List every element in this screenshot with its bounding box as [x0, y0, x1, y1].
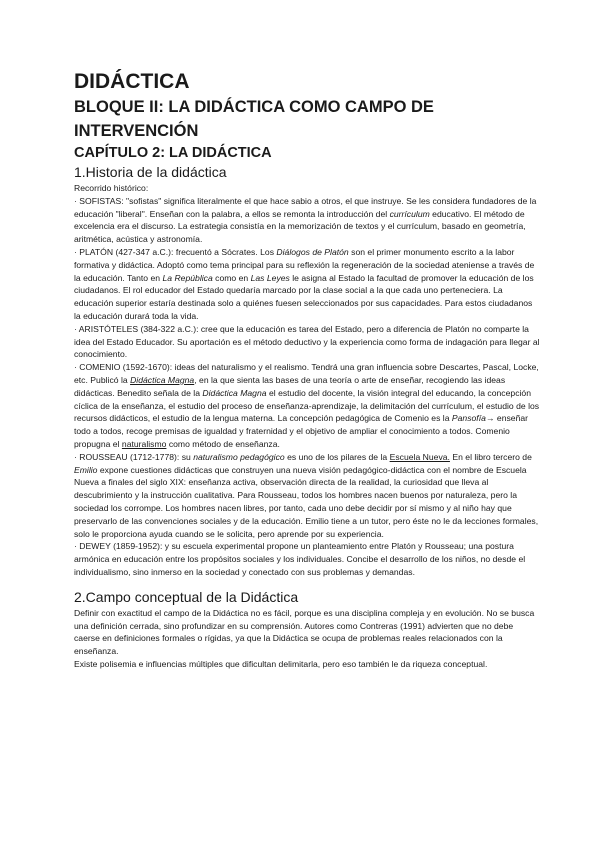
document-title: DIDÁCTICA [74, 70, 190, 93]
chapter-heading: CAPÍTULO 2: LA DIDÁCTICA [74, 145, 272, 161]
paragraph-comenio: · COMENIO (1592-1670): ideas del naturalismo y el realismo. Tendrá una gran influencia sobre Descartes, Pascal, Locke, etc. Publicó la Didáctica Magna, en la que sienta las bases de una teoría o arte de enseñar, recogiendo las ideas didácticas. Benedito señala de la Didáctica Magna el estudio del docente, la visión integral del educando, la concepción cíclica de la enseñanza, el estudio del proceso de enseñanza-aprendizaje, la delimitación del currículum, el estudio de los recursos didácticos, el estudio de la lengua materna. La concepción pedagógica de Comenio es la Pansofía→ enseñar todo a todos, recoge premisas de igualdad y fraternidad y el objetivo de ampliar el conocimiento a todos. Comenio propugna el naturalismo como método de enseñanza. [74, 362, 540, 449]
section-heading-history: 1.Historia de la didáctica [74, 164, 227, 180]
paragraph-conceptual-field: Definir con exactitud el campo de la Didáctica no es fácil, porque es una disciplina compleja y en evolución. No se busca una definición cerrada, sino profundizar en su comprensión. Autores como Contreras (1991) advierten que no debe caerse en definiciones formales o rígidas, ya que la Didáctica se ocupa de problemas reales relacionados con la enseñanza. [74, 607, 535, 657]
subheading-historical-overview: Recorrido histórico: [74, 183, 149, 193]
section-heading-conceptual-field: 2.Campo conceptual de la Didáctica [74, 588, 299, 605]
paragraph-aristoteles: · ARISTÓTELES (384-322 a.C.): cree que la educación es tarea del Estado, pero a diferencia de Platón no comparte la idea del Estado Educador. Su aportación es el método deductivo y la experiencia como forma de indagación para llegar al conocimiento. [74, 323, 540, 360]
paragraph-sofistas: · SOFISTAS: "sofistas" significa literalmente el que hace sabio a otros, el que instruye. Se les considera fundadores de la educación "liberal". Enseñan con la palabra, a ellos se remonta la introducción del currículum educativo. El método de excelencia era el discurso. La estrategia consistía en la memorización de textos y el currículum, basado en geometría, aritmética, acústica y astronomía. [74, 195, 537, 245]
paragraph-polysemy: Existe polisemia e influencias múltiples que dificultan delimitarla, pero eso también le da riqueza conceptual. [74, 658, 488, 669]
paragraph-platon: · PLATÓN (427-347 a.C.): frecuentó a Sócrates. Los Diálogos de Platón son el primer monumento escrito a la labor formativa y didáctica. Adoptó como tema principal para su reflexión la regeneración de la sociedad ateniense a través de la educación. Tanto en La República como en Las Leyes le asigna al Estado la facultad de promover la educación de los ciudadanos. El rol educador del Estado quedaría marcado por la clase social a la que cada uno perteneciera. La educación superior estaría destinada solo a quiénes fuesen seleccionados por sus capacidades. Para estos ciudadanos la educación durará toda la vida. [74, 246, 535, 321]
paragraph-dewey: · DEWEY (1859-1952): y su escuela experimental propone un planteamiento entre Platón y Rousseau; una postura armónica en educación entre los propósitos sociales y los individuales. Concibe el desarrollo de los niños, no desde el individualismo, sino inmerso en la sociedad y conectado con sus problemas y demandas. [74, 541, 526, 577]
block-heading: BLOQUE II: LA DIDÁCTICA COMO CAMPO DE INTERVENCIÓN [74, 98, 434, 140]
paragraph-rousseau: · ROUSSEAU (1712-1778): su naturalismo pedagógico es uno de los pilares de la Escuela Nueva. En el libro tercero de Emilio expone cuestiones didácticas que construyen una nueva visión pedagógico-didáctica con el nombre de Escuela Nueva a finales del siglo XIX: enseñanza activa, observación directa de la realidad, la curiosidad que lleva al descubrimiento y la instrucción cualitativa. Para Rousseau, todos los hombres nacen buenos por naturaleza, pero la sociedad los corrompe. Los hombres nacen libres, por tanto, cada uno debe decidir por sí mismo y al niño hay que preservarlo de las convenciones sociales y de la educación. Emilio tiene a un tutor, pero éste no le da lecciones formales, solo le proporciona ayuda cuando se le solicita, pero aprende por su experiencia. [74, 451, 539, 539]
